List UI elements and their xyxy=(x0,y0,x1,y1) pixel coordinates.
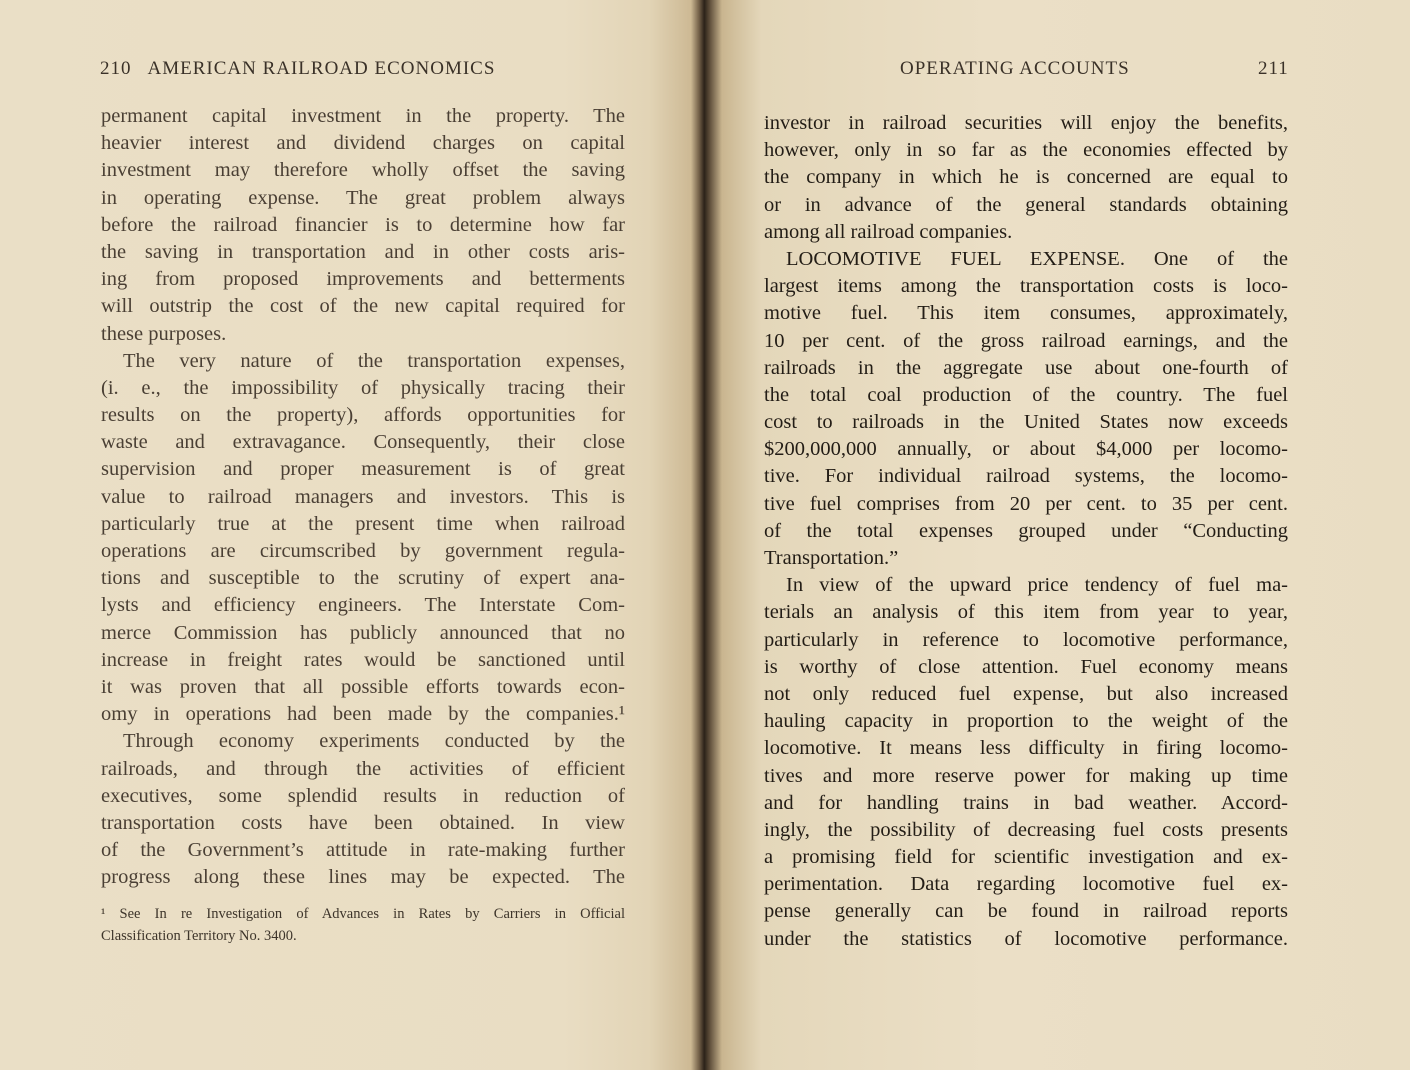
right-text-line: Transportation.” xyxy=(764,547,899,569)
left-text-line: ing from proposed improvements and betterments xyxy=(101,268,625,291)
right-text-line: tives and more reserve power for making up time xyxy=(764,764,1288,787)
right-text-line: particularly in reference to locomotive performance, xyxy=(764,628,1288,651)
right-text-line: In view of the upward price tendency of fuel ma- xyxy=(786,574,1288,597)
right-text-line: tive. For individual railroad systems, the locomo- xyxy=(764,465,1288,488)
right-text-line: the company in which he is concerned are equal to xyxy=(764,166,1288,189)
left-footnote xyxy=(101,903,625,947)
left-text-line: supervision and proper measurement is of great xyxy=(101,458,625,481)
left-text-line: progress along these lines may be expected. The xyxy=(101,866,625,889)
right-text-line: is worthy of close attention. Fuel economy means xyxy=(764,655,1288,678)
right-text-line: under the statistics of locomotive performance. xyxy=(764,927,1288,950)
left-text-line: of the Government’s attitude in rate-making further xyxy=(101,839,625,862)
right-running-head-title: OPERATING ACCOUNTS xyxy=(900,58,1130,79)
left-text-line: railroads, and through the activities of efficient xyxy=(101,757,625,780)
left-running-head-title: AMERICAN RAILROAD ECONOMICS xyxy=(147,58,496,79)
left-text-line: heavier interest and dividend charges on capital xyxy=(101,132,625,155)
left-text-line: merce Commission has publicly announced that no xyxy=(101,621,625,644)
left-text-line: these purposes. xyxy=(101,322,227,345)
left-text-line: waste and extravagance. Consequently, their close xyxy=(101,431,625,454)
right-text-line: locomotive. It means less difficulty in firing locomo- xyxy=(764,737,1288,760)
left-text-line: value to railroad managers and investors. This is xyxy=(101,485,625,508)
left-text-line: transportation costs have been obtained. In view xyxy=(101,811,625,834)
left-text-line: (i. e., the impossibility of physically tracing their xyxy=(101,376,625,399)
left-text-line: the saving in transportation and in other costs aris- xyxy=(101,240,625,263)
left-text-line: will outstrip the cost of the new capital required for xyxy=(101,295,625,318)
right-text-line: however, only in so far as the economies effected by xyxy=(764,139,1288,162)
left-text-line: Through economy experiments conducted by the xyxy=(123,730,625,753)
left-text-line: operations are circumscribed by government regula- xyxy=(101,540,625,562)
right-text-line: investor in railroad securities will enjoy the benefits, xyxy=(764,112,1288,134)
right-text-line: LOCOMOTIVE FUEL EXPENSE. One of the xyxy=(786,247,1288,270)
right-text-line: $200,000,000 annually, or about $4,000 per locomo- xyxy=(764,438,1288,461)
right-text-line: not only reduced fuel expense, but also increased xyxy=(764,682,1288,705)
right-text-line: hauling capacity in proportion to the weight of the xyxy=(764,710,1288,733)
left-text-line: it was proven that all possible efforts towards econ- xyxy=(101,675,625,698)
right-page-number: 211 xyxy=(1258,58,1289,79)
left-text-line: increase in freight rates would be sanctioned until xyxy=(101,648,625,671)
right-text-line: largest items among the transportation costs is loco- xyxy=(764,275,1288,298)
left-text-line: tions and susceptible to the scrutiny of expert ana- xyxy=(101,567,625,590)
right-text-line: railroads in the aggregate use about one-fourth of xyxy=(764,356,1288,379)
right-text-line: or in advance of the general standards obtaining xyxy=(764,193,1288,216)
left-page-number: 210 xyxy=(100,58,132,79)
right-text-line: pense generally can be found in railroad reports xyxy=(764,900,1288,923)
left-text-line: results on the property), affords opportunities for xyxy=(101,404,625,427)
left-text-line: The very nature of the transportation expenses, xyxy=(123,349,625,372)
left-text-line: permanent capital investment in the property. The xyxy=(101,105,625,127)
right-text-line: terials an analysis of this item from year to year, xyxy=(764,601,1288,624)
right-text-line: among all railroad companies. xyxy=(764,220,1013,243)
right-text-line: motive fuel. This item consumes, approximately, xyxy=(764,302,1288,325)
right-text-line: the total coal production of the country. The fuel xyxy=(764,383,1288,406)
right-text-line: cost to railroads in the United States now exceeds xyxy=(764,411,1288,434)
left-text-line: omy in operations had been made by the companies.¹ xyxy=(101,703,625,726)
right-text-line: perimentation. Data regarding locomotive fuel ex- xyxy=(764,873,1288,896)
left-text-line: before the railroad financier is to determine how far xyxy=(101,213,625,236)
right-text-line: a promising field for scientific investigation and ex- xyxy=(764,846,1288,869)
left-text-line: in operating expense. The great problem always xyxy=(101,186,625,209)
right-body-text xyxy=(764,110,1288,953)
footnote-line: Classification Territory No. 3400. xyxy=(101,928,297,944)
right-text-line: and for handling trains in bad weather. Accord- xyxy=(764,791,1288,814)
left-text-line: investment may therefore wholly offset the saving xyxy=(101,159,625,182)
left-running-header xyxy=(100,58,495,80)
left-body-text xyxy=(101,103,625,891)
right-text-line: tive fuel comprises from 20 per cent. to 35 per cent. xyxy=(764,492,1288,515)
left-text-line: lysts and efficiency engineers. The Interstate Com- xyxy=(101,594,625,617)
right-text-line: ingly, the possibility of decreasing fuel costs presents xyxy=(764,818,1288,841)
left-text-line: executives, some splendid results in reduction of xyxy=(101,784,625,807)
left-text-line: particularly true at the present time when railroad xyxy=(101,512,625,535)
footnote-line: ¹ See In re Investigation of Advances in Rates by Carriers in Official xyxy=(101,906,625,922)
right-text-line: of the total expenses grouped under “Conducting xyxy=(764,519,1288,542)
right-text-line: 10 per cent. of the gross railroad earnings, and the xyxy=(764,329,1288,352)
